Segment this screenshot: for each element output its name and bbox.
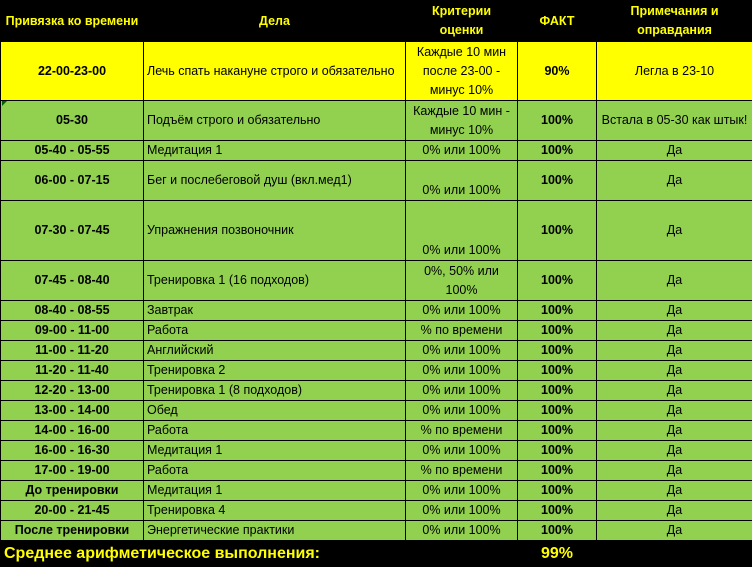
note-cell[interactable]: Да (597, 141, 752, 161)
time-cell[interactable] (1, 101, 144, 141)
task-cell[interactable]: Работа (144, 421, 406, 441)
note-cell[interactable]: Да (597, 461, 752, 481)
note-cell[interactable]: Да (597, 441, 752, 461)
fact-cell[interactable]: 90% (518, 42, 597, 101)
criteria-cell[interactable]: 0% или 100% (406, 401, 518, 421)
note-cell[interactable]: Да (597, 501, 752, 521)
note-cell[interactable]: Встала в 05-30 как штык! (597, 101, 752, 141)
fact-cell[interactable]: 100% (518, 101, 597, 141)
criteria-cell[interactable]: 0% или 100% (406, 501, 518, 521)
task-cell[interactable]: Английский (144, 341, 406, 361)
criteria-cell[interactable]: 0% или 100% (406, 381, 518, 401)
fact-cell[interactable]: 100% (518, 381, 597, 401)
time-cell[interactable]: 06-00 - 07-15 (1, 161, 144, 201)
fact-cell[interactable]: 100% (518, 261, 597, 301)
time-cell[interactable]: 09-00 - 11-00 (1, 321, 144, 341)
criteria-cell[interactable]: % по времени (406, 461, 518, 481)
task-cell[interactable]: Медитация 1 (144, 141, 406, 161)
fact-cell[interactable]: 100% (518, 321, 597, 341)
criteria-cell[interactable]: 0% или 100% (406, 301, 518, 321)
note-cell[interactable]: Да (597, 301, 752, 321)
note-cell[interactable]: Да (597, 321, 752, 341)
table-row (1, 361, 752, 381)
note-cell[interactable]: Да (597, 401, 752, 421)
fact-cell[interactable]: 100% (518, 421, 597, 441)
task-cell[interactable]: Тренировка 2 (144, 361, 406, 381)
table-row (1, 201, 752, 261)
time-cell[interactable]: 13-00 - 14-00 (1, 401, 144, 421)
task-cell[interactable]: Упражнения позвоночник (144, 201, 406, 261)
fact-cell[interactable]: 100% (518, 361, 597, 381)
time-cell[interactable]: 11-00 - 11-20 (1, 341, 144, 361)
time-cell[interactable]: 11-20 - 11-40 (1, 361, 144, 381)
table-row (1, 161, 752, 201)
note-cell[interactable]: Да (597, 481, 752, 501)
header-notes[interactable]: Примечания и оправдания (597, 1, 752, 42)
fact-cell[interactable]: 100% (518, 401, 597, 421)
task-cell[interactable]: Работа (144, 321, 406, 341)
table-row (1, 501, 752, 521)
note-cell[interactable]: Да (597, 421, 752, 441)
criteria-cell[interactable]: % по времени (406, 321, 518, 341)
header-task[interactable]: Дела (144, 1, 406, 42)
note-cell[interactable]: Да (597, 341, 752, 361)
summary-row (1, 541, 752, 567)
task-cell[interactable]: Тренировка 1 (8 подходов) (144, 381, 406, 401)
time-cell[interactable]: 05-40 - 05-55 (1, 141, 144, 161)
table-row (1, 101, 752, 141)
time-cell[interactable]: 20-00 - 21-45 (1, 501, 144, 521)
summary-label[interactable]: Среднее арифметическое выполнения: (1, 541, 518, 567)
criteria-cell[interactable]: Каждые 10 мин после 23-00 - минус 10% (406, 42, 518, 101)
task-cell[interactable]: Подъём строго и обязательно (144, 101, 406, 141)
table-row (1, 461, 752, 481)
task-cell[interactable]: Работа (144, 461, 406, 481)
header-time[interactable]: Привязка ко времени (1, 1, 144, 42)
criteria-cell[interactable]: 0% или 100% (406, 161, 518, 201)
criteria-cell[interactable]: 0% или 100% (406, 521, 518, 541)
task-cell[interactable]: Медитация 1 (144, 441, 406, 461)
task-cell[interactable]: Лечь спать накануне строго и обязательно (144, 42, 406, 101)
fact-cell[interactable]: 100% (518, 341, 597, 361)
time-cell[interactable]: После тренировки (1, 521, 144, 541)
note-cell[interactable]: Да (597, 201, 752, 261)
header-row (1, 1, 752, 42)
task-cell[interactable]: Тренировка 4 (144, 501, 406, 521)
fact-cell[interactable]: 100% (518, 481, 597, 501)
table-row (1, 441, 752, 461)
criteria-cell[interactable]: 0% или 100% (406, 441, 518, 461)
time-cell[interactable]: 08-40 - 08-55 (1, 301, 144, 321)
criteria-cell[interactable]: 0% или 100% (406, 201, 518, 261)
time-cell[interactable]: 07-45 - 08-40 (1, 261, 144, 301)
note-cell[interactable]: Да (597, 381, 752, 401)
criteria-cell[interactable]: 0% или 100% (406, 361, 518, 381)
time-cell[interactable]: До тренировки (1, 481, 144, 501)
note-cell[interactable]: Легла в 23-10 (597, 42, 752, 101)
time-cell[interactable]: 16-00 - 16-30 (1, 441, 144, 461)
fact-cell[interactable]: 100% (518, 161, 597, 201)
criteria-cell[interactable]: % по времени (406, 421, 518, 441)
task-cell[interactable]: Бег и послебеговой душ (вкл.мед1) (144, 161, 406, 201)
task-cell[interactable]: Медитация 1 (144, 481, 406, 501)
criteria-cell[interactable]: 0% или 100% (406, 141, 518, 161)
table-row (1, 341, 752, 361)
fact-cell[interactable]: 100% (518, 141, 597, 161)
header-fact[interactable]: ФАКТ (518, 1, 597, 42)
header-criteria[interactable]: Критерии оценки (406, 1, 518, 42)
time-cell[interactable]: 22-00-23-00 (1, 42, 144, 101)
time-cell[interactable]: 17-00 - 19-00 (1, 461, 144, 481)
fact-cell[interactable]: 100% (518, 461, 597, 481)
note-cell[interactable]: Да (597, 361, 752, 381)
table-row (1, 321, 752, 341)
time-cell[interactable]: 07-30 - 07-45 (1, 201, 144, 261)
comment-marker-icon (2, 101, 7, 106)
table-row (1, 401, 752, 421)
table-row (1, 261, 752, 301)
table-row (1, 481, 752, 501)
time-cell[interactable]: 12-20 - 13-00 (1, 381, 144, 401)
task-cell[interactable]: Энергетические практики (144, 521, 406, 541)
criteria-cell[interactable]: 0%, 50% или 100% (406, 261, 518, 301)
table-row (1, 381, 752, 401)
table-row (1, 141, 752, 161)
task-cell[interactable]: Обед (144, 401, 406, 421)
note-cell[interactable]: Да (597, 521, 752, 541)
criteria-cell[interactable]: 0% или 100% (406, 341, 518, 361)
task-cell[interactable]: Завтрак (144, 301, 406, 321)
time-cell[interactable]: 14-00 - 16-00 (1, 421, 144, 441)
fact-cell[interactable]: 100% (518, 521, 597, 541)
table-row (1, 42, 752, 101)
fact-cell[interactable]: 100% (518, 201, 597, 261)
fact-cell[interactable]: 100% (518, 441, 597, 461)
note-cell[interactable]: Да (597, 261, 752, 301)
table-row (1, 301, 752, 321)
summary-empty-cell[interactable] (597, 541, 752, 567)
table-row (1, 521, 752, 541)
task-cell[interactable]: Тренировка 1 (16 подходов) (144, 261, 406, 301)
time-text: 05-30 (56, 113, 88, 127)
note-cell[interactable]: Да (597, 161, 752, 201)
criteria-cell[interactable]: 0% или 100% (406, 481, 518, 501)
fact-cell[interactable]: 100% (518, 301, 597, 321)
summary-value[interactable]: 99% (518, 541, 597, 567)
criteria-cell[interactable]: Каждые 10 мин - минус 10% (406, 101, 518, 141)
fact-cell[interactable]: 100% (518, 501, 597, 521)
table-row (1, 421, 752, 441)
